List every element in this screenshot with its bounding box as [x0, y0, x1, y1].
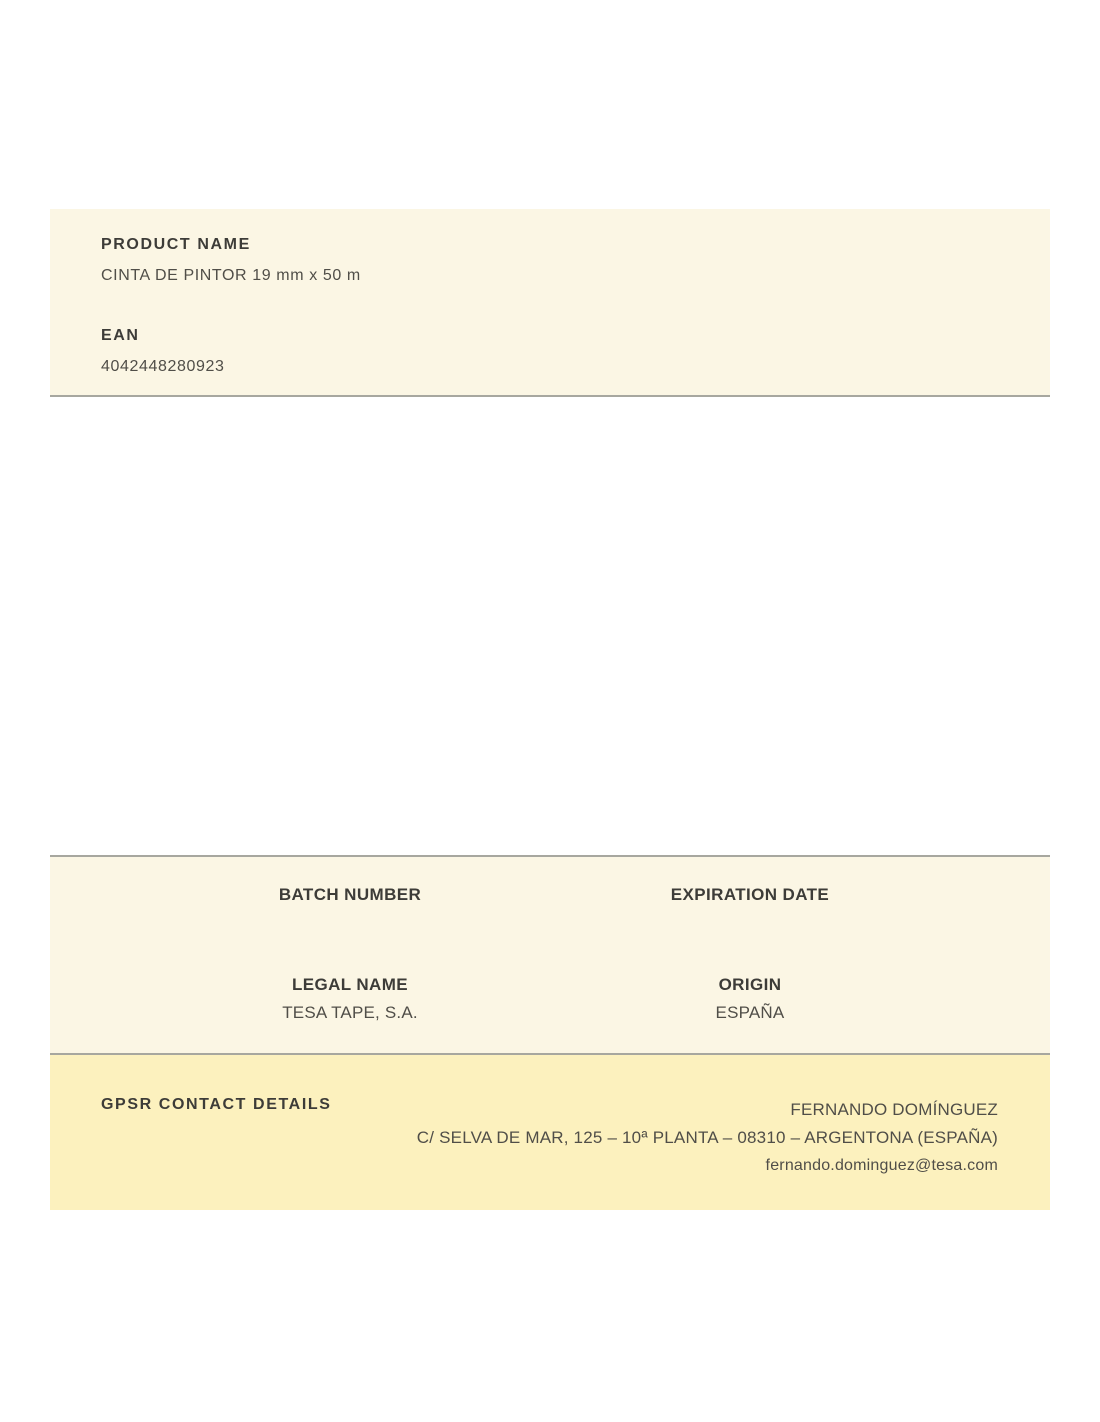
batch-number-label: BATCH NUMBER	[278, 885, 422, 904]
origin-value: ESPAÑA	[715, 1003, 785, 1022]
legal-name-value: TESA TAPE, S.A.	[282, 1003, 418, 1022]
legal-origin-labels-row	[150, 976, 950, 994]
ean-label: EAN	[101, 327, 140, 344]
gpsr-contact-block	[332, 1096, 998, 1180]
gpsr-contact-panel	[50, 1055, 1050, 1210]
product-identity-panel	[50, 209, 1050, 397]
batch-origin-panel	[50, 855, 1050, 1055]
batch-number-value	[150, 914, 550, 932]
batch-labels-row	[150, 886, 950, 904]
product-name-value: CINTA DE PINTOR 19 mm x 50 m	[101, 267, 361, 284]
ean-field	[101, 327, 999, 376]
contact-address: C/ SELVA DE MAR, 125 – 10ª PLANTA – 08310 – ARGENTONA (ESPAÑA)	[416, 1128, 998, 1147]
contact-name: FERNANDO DOMÍNGUEZ	[790, 1100, 998, 1119]
product-name-field	[101, 236, 999, 285]
origin-label: ORIGIN	[718, 975, 782, 994]
expiration-date-value	[550, 914, 950, 932]
legal-origin-values-row	[150, 1004, 950, 1022]
contact-email: fernando.dominguez@tesa.com	[765, 1157, 998, 1174]
product-name-label: PRODUCT NAME	[101, 236, 251, 253]
gpsr-contact-details-label: GPSR CONTACT DETAILS	[101, 1096, 332, 1113]
ean-value: 4042448280923	[101, 358, 225, 375]
batch-values-row	[150, 914, 950, 932]
expiration-date-label: EXPIRATION DATE	[670, 885, 830, 904]
legal-name-label: LEGAL NAME	[291, 975, 409, 994]
